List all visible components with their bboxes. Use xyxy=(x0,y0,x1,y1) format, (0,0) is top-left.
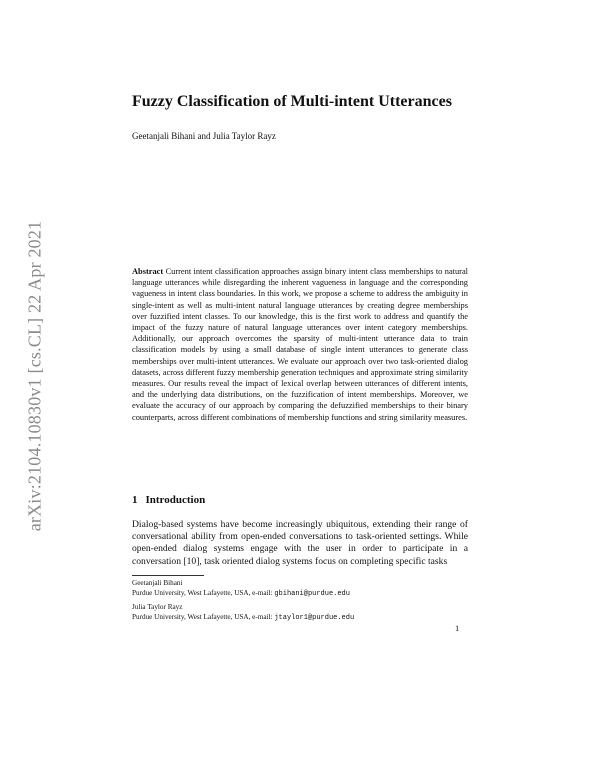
paper-authors: Geetanjali Bihani and Julia Taylor Rayz xyxy=(132,131,276,141)
page-number: 1 xyxy=(455,623,460,633)
arxiv-identifier: arXiv:2104.10830v1 [cs.CL] 22 Apr 2021 xyxy=(24,220,45,532)
footnote-author-affiliation: Purdue University, West Lafayette, USA, e-mail: jtaylor1@purdue.edu xyxy=(132,612,355,622)
footnote-email[interactable]: jtaylor1@purdue.edu xyxy=(274,613,355,622)
footnote-author-2 xyxy=(132,603,472,623)
footnote-email[interactable]: gbihani@purdue.edu xyxy=(274,589,350,598)
arxiv-sidebar xyxy=(18,196,52,556)
abstract-label: Abstract xyxy=(132,267,164,276)
abstract-text: Current intent classification approaches assign binary intent class memberships to natural language utterances while disregarding the inherent vagueness in language and the corresponding vagueness in intent class boundaries. In this work, we propose a scheme to address the ambiguity in single-intent as well as multi-intent natural language utterances by creating degree memberships over fuzzified intent classes. To our knowledge, this is the first work to address and quantify the impact of the fuzzy nature of natural language utterances over intent category memberships. Additionally, our approach overcomes the sparsity of multi-intent utterance data to train classification models by using a small database of single intent utterances to generate class memberships over multi-intent utterances. We evaluate our approach over two task-oriented dialog datasets, across different fuzzy membership generation techniques and approximate string similarity measures. Our results reveal the impact of lexical overlap between utterances of different intents, and the underlying data distributions, on the fuzzification of intent memberships. Moreover, we evaluate the accuracy of our approach by comparing the defuzzified memberships to their binary counterparts, across different combinations of membership functions and string similarity measures. xyxy=(132,267,469,422)
paper-title: Fuzzy Classification of Multi-intent Utterances xyxy=(132,93,452,110)
footnote-author-name: Julia Taylor Rayz xyxy=(132,603,183,611)
footnote-author-1 xyxy=(132,579,472,599)
footnote-divider xyxy=(132,575,204,576)
section-number: 1 xyxy=(132,494,138,506)
introduction-text: Dialog-based systems have become increasingly ubiquitous, extending their range of conversational ability from open-ended conversations to task-oriented settings. While open-ended dialog systems engage with the user in order to participate in a conversation [10], task oriented dialog systems focus on completing specific tasks xyxy=(132,519,468,567)
abstract xyxy=(132,266,468,423)
footnote-author-name: Geetanjali Bihani xyxy=(132,579,183,587)
section-heading xyxy=(132,494,205,506)
footnote-author-affiliation: Purdue University, West Lafayette, USA, e-mail: gbihani@purdue.edu xyxy=(132,588,350,598)
section-title: Introduction xyxy=(145,494,206,506)
